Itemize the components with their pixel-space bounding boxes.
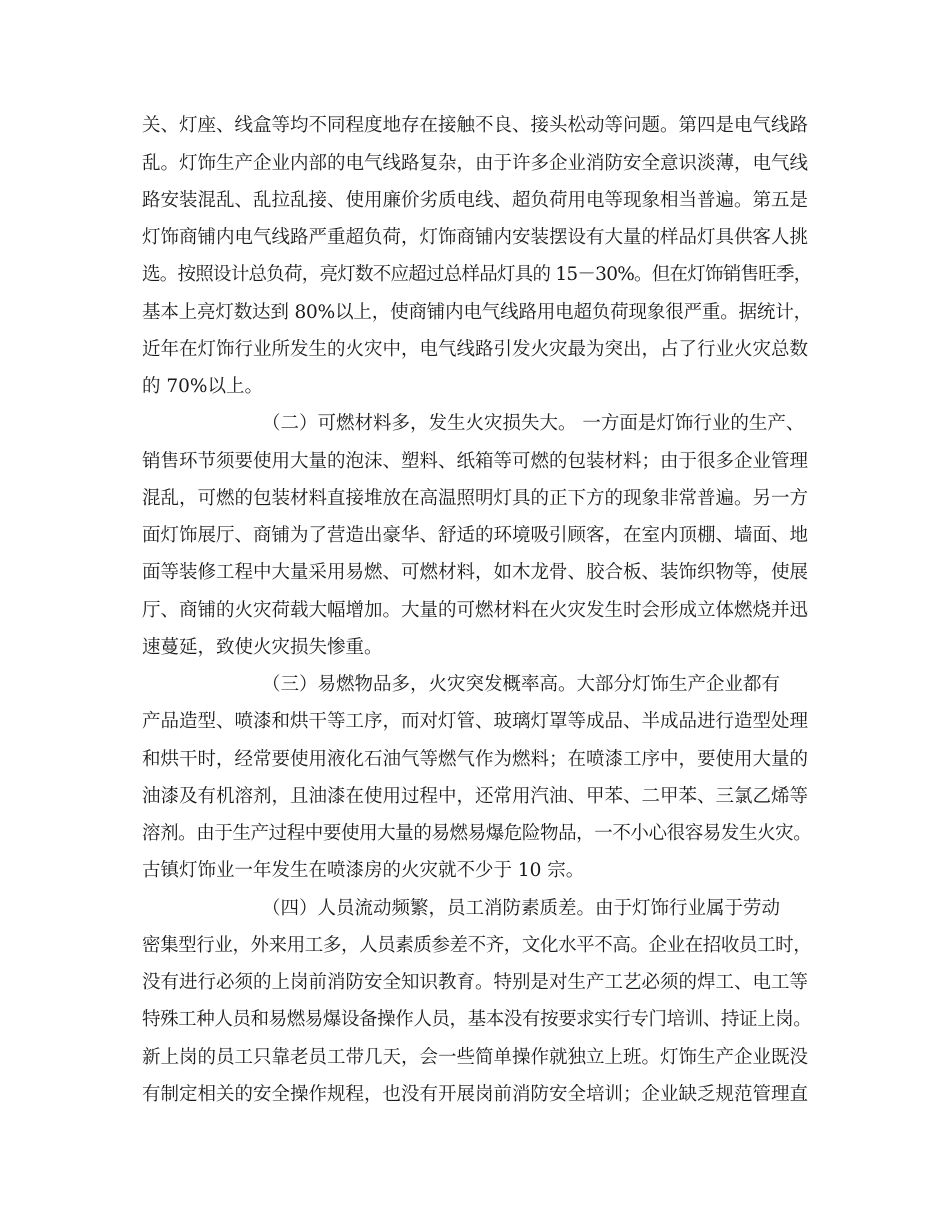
text-line: 溶剂。由于生产过程中要使用大量的易燃易爆危险物品，一不小心很容易发生火灾。 <box>142 823 812 844</box>
text-line: 面灯饰展厅、商铺为了营造出豪华、舒适的环境吸引顾客，在室内顶棚、墙面、地 <box>142 525 809 546</box>
section-heading-line: （二）可燃材料多，发生火灾损失大。 一方面是灯饰行业的生产、 <box>262 413 805 434</box>
text-line: 新上岗的员工只靠老员工带几天，会一些简单操作就独立上班。灯饰生产企业既没 <box>142 1047 809 1068</box>
text-line: 密集型行业，外来用工多，人员素质参差不齐，文化水平不高。企业在招收员工时， <box>142 935 812 956</box>
section-heading-line: （四）人员流动频繁，员工消防素质差。由于灯饰行业属于劳动 <box>262 898 781 919</box>
text-line: 路安装混乱、乱拉乱接、使用廉价劣质电线、超负荷用电等现象相当普遍。第五是 <box>142 190 809 211</box>
text-line: 厅、商铺的火灾荷载大幅增加。大量的可燃材料在火灾发生时会形成立体燃烧并迅 <box>142 600 809 621</box>
text-line: 速蔓延，致使火灾损失惨重。 <box>142 637 383 658</box>
text-line: 油漆及有机溶剂，且油漆在使用过程中，还常用汽油、甲苯、二甲苯、三氯乙烯等 <box>142 786 809 807</box>
text-line: 乱。灯饰生产企业内部的电气线路复杂，由于许多企业消防安全意识淡薄，电气线 <box>142 153 809 174</box>
text-line: 特殊工种人员和易燃易爆设备操作人员，基本没有按要求实行专门培训、持证上岗。 <box>142 1009 812 1030</box>
text-line: 基本上亮灯数达到 80%以上，使商铺内电气线路用电超负荷现象很严重。据统计， <box>142 302 812 323</box>
text-line: 销售环节须要使用大量的泡沫、塑料、纸箱等可燃的包装材料；由于很多企业管理 <box>142 451 809 472</box>
text-line: 混乱，可燃的包装材料直接堆放在高温照明灯具的正下方的现象非常普遍。另一方 <box>142 488 809 509</box>
text-line: 的 70%以上。 <box>142 376 264 397</box>
text-line: 产品造型、喷漆和烘干等工序，而对灯管、玻璃灯罩等成品、半成品进行造型处理 <box>142 711 809 732</box>
text-line: 近年在灯饰行业所发生的火灾中，电气线路引发火灾最为突出，占了行业火灾总数 <box>142 339 809 360</box>
text-line: 有制定相关的安全操作规程，也没有开展岗前消防安全培训；企业缺乏规范管理直 <box>142 1084 809 1105</box>
text-line: 选。按照设计总负荷，亮灯数不应超过总样品灯具的 15－30%。但在灯饰销售旺季， <box>142 264 812 285</box>
text-line: 和烘干时，经常要使用液化石油气等燃气作为燃料；在喷漆工序中，要使用大量的 <box>142 749 809 770</box>
text-line: 没有进行必须的上岗前消防安全知识教育。特别是对生产工艺必须的焊工、电工等 <box>142 972 809 993</box>
section-heading-line: （三）易燃物品多，火灾突发概率高。大部分灯饰生产企业都有 <box>262 674 781 695</box>
text-line: 面等装修工程中大量采用易燃、可燃材料，如木龙骨、胶合板、装饰织物等，使展 <box>142 562 809 583</box>
text-line: 灯饰商铺内电气线路严重超负荷，灯饰商铺内安装摆设有大量的样品灯具供客人挑 <box>142 227 809 248</box>
text-line: 古镇灯饰业一年发生在喷漆房的火灾就不少于 10 宗。 <box>142 860 585 881</box>
text-line: 关、灯座、线盒等均不同程度地存在接触不良、接头松动等问题。第四是电气线路 <box>142 115 809 136</box>
